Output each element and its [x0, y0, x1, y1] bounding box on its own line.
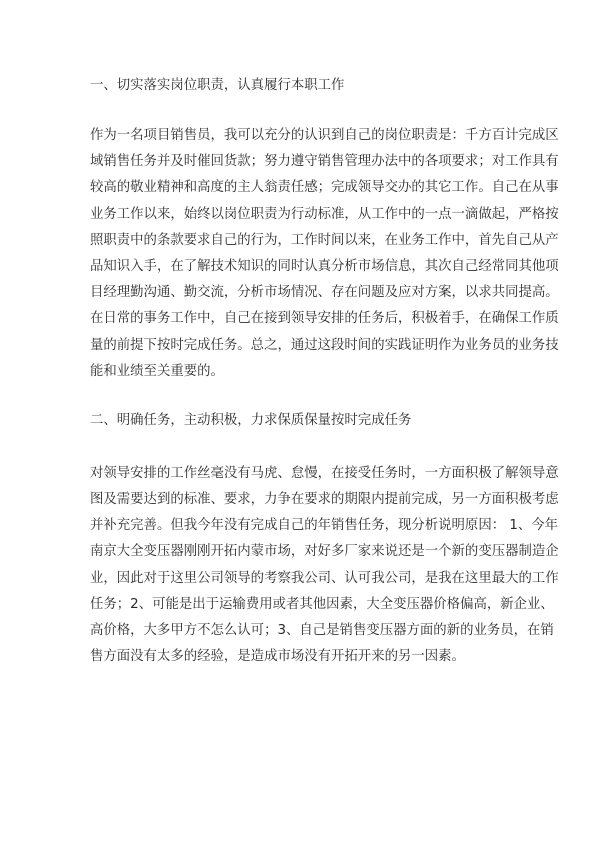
paragraph-line: 业，因此对于这里公司领导的考察我公司、认可我公司，是我在这里最大的工作	[90, 570, 559, 586]
paragraph-line: 量的前提下按时完成任务。总之，通过这段时间的实践证明作为业务员的业务技	[90, 337, 559, 353]
paragraph-line: 域销售任务并及时催回货款；努力遵守销售管理办法中的各项要求；对工作具有	[90, 154, 559, 170]
section-paragraph-1	[90, 123, 559, 385]
section-heading-2: 二、明确任务，主动积极，力求保质保量按时完成任务	[90, 412, 412, 428]
paragraph-line: 并补充完善。但我今年没有完成自己的年销售任务，现分析说明原因： 1、今年	[90, 518, 559, 534]
paragraph-line: 南京大全变压器刚刚开拓内蒙市场，对好多厂家来说还是一个新的变压器制造企	[90, 544, 559, 560]
paragraph-line: 品知识入手，在了解技术知识的同时认真分析市场信息，其次自己经常同其他项	[90, 258, 559, 274]
paragraph-line: 照职责中的条款要求自己的行为，工作时间以来，在业务工作中，首先自己从产	[90, 232, 559, 248]
paragraph-line: 任务；2、可能是出于运输费用或者其他因素，大全变压器价格偏高，新企业、	[90, 596, 554, 612]
paragraph-line: 图及需要达到的标准、要求，力争在要求的期限内提前完成，另一方面积极考虑	[90, 492, 559, 508]
paragraph-line: 在日常的事务工作中，自己在接到领导安排的任务后，积极着手，在确保工作质	[90, 311, 559, 327]
paragraph-line: 高价格，大多甲方不怎么认可；3、自己是销售变压器方面的新的业务员，在销	[90, 623, 554, 638]
paragraph-line: 对领导安排的工作丝毫没有马虎、怠慢，在接受任务时，一方面积极了解领导意	[90, 465, 559, 481]
paragraph-line: 业务工作以来，始终以岗位职责为行动标准，从工作中的一点一滴做起，严格按	[90, 206, 559, 222]
paragraph-line: 目经理勤沟通、勤交流，分析市场情况、存在问题及应对方案，以求共同提高。	[90, 285, 559, 301]
paragraph-line: 较高的敬业精神和高度的主人翁责任感；完成领导交办的其它工作。自己在从事	[90, 180, 559, 196]
section-heading-1: 一、切实落实岗位职责，认真履行本职工作	[90, 78, 345, 93]
paragraph-line: 能和业绩至关重要的。	[90, 363, 224, 379]
paragraph-line: 售方面没有太多的经验，是造成市场没有开拓开来的另一因素。	[90, 649, 465, 665]
paragraph-line: 作为一名项目销售员，我可以充分的认识到自己的岗位职责是：千方百计完成区	[90, 128, 559, 143]
section-paragraph-2	[90, 461, 559, 671]
